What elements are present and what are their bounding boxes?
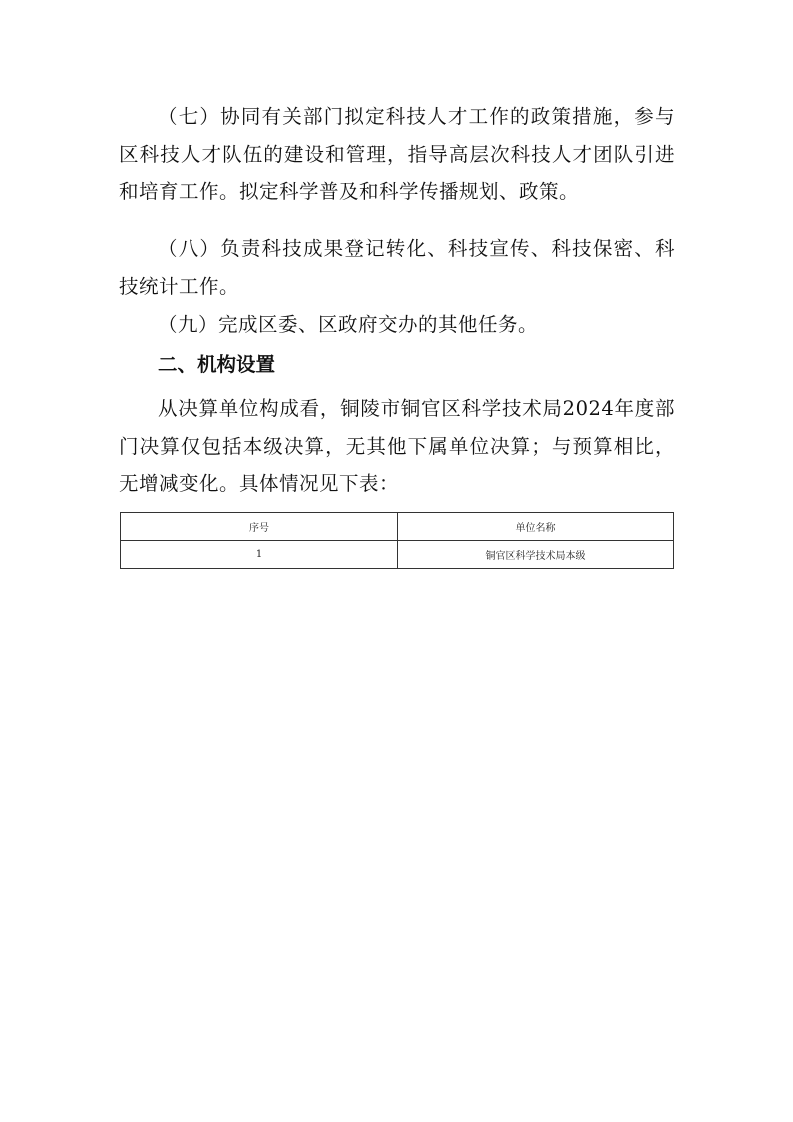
paragraph-duty-9: （九）完成区委、区政府交办的其他任务。: [158, 313, 539, 336]
table-header-row: [121, 513, 674, 541]
column-header-unit-name: 单位名称: [398, 513, 674, 541]
cell-serial: 1: [121, 541, 398, 569]
paragraph-duty-8: （八）负责科技成果登记转化、科技宣传、科技保密、科技统计工作。: [119, 237, 675, 298]
cell-unit-name: 铜官区科学技术局本级: [398, 541, 674, 569]
paragraph-unit-composition: 从决算单位构成看，铜陵市铜官区科学技术局2024年度部门决算仅包括本级决算，无其他下属单位决算；与预算相比，无增减变化。具体情况见下表：: [119, 397, 675, 495]
table-row: [121, 541, 674, 569]
paragraph-duty-7: （七）协同有关部门拟定科技人才工作的政策措施，参与区科技人才队伍的建设和管理，指导高层次科技人才团队引进和培育工作。拟定科学普及和科学传播规划、政策。: [119, 105, 675, 203]
unit-table: [120, 512, 674, 569]
section-heading-organization: 二、机构设置: [158, 353, 276, 376]
column-header-serial: 序号: [121, 513, 398, 541]
